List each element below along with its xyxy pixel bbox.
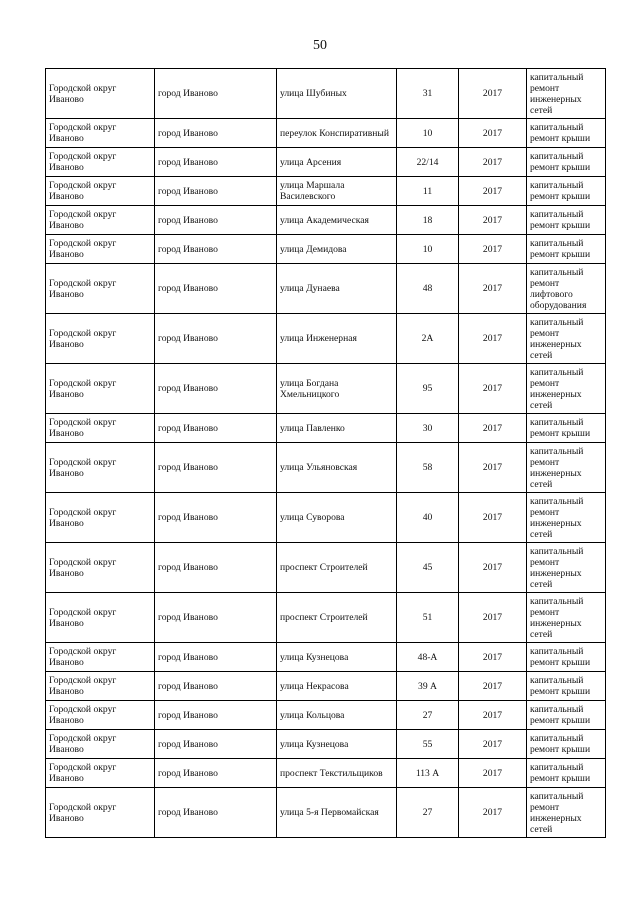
house-number-cell: 95 xyxy=(397,364,459,414)
page-number: 50 xyxy=(313,38,327,53)
municipality-cell: Городской округ Иваново xyxy=(46,701,155,730)
year-cell: 2017 xyxy=(459,788,527,838)
year-cell: 2017 xyxy=(459,759,527,788)
house-number-cell: 45 xyxy=(397,543,459,593)
city-cell: город Иваново xyxy=(155,759,277,788)
housing-repair-table xyxy=(45,68,606,838)
house-number-cell: 10 xyxy=(397,119,459,148)
work-type-cell: капитальный ремонт крыши xyxy=(527,148,606,177)
year-cell: 2017 xyxy=(459,264,527,314)
street-cell: проспект Строителей xyxy=(277,593,397,643)
municipality-cell: Городской округ Иваново xyxy=(46,414,155,443)
city-cell: город Иваново xyxy=(155,235,277,264)
municipality-cell: Городской округ Иваново xyxy=(46,364,155,414)
work-type-cell: капитальный ремонт крыши xyxy=(527,206,606,235)
table-row xyxy=(46,364,606,414)
municipality-cell: Городской округ Иваново xyxy=(46,593,155,643)
work-type-cell: капитальный ремонт инженерных сетей xyxy=(527,593,606,643)
work-type-cell: капитальный ремонт крыши xyxy=(527,414,606,443)
street-cell: улица 5-я Первомайская xyxy=(277,788,397,838)
house-number-cell: 39 А xyxy=(397,672,459,701)
work-type-cell: капитальный ремонт крыши xyxy=(527,235,606,264)
year-cell: 2017 xyxy=(459,177,527,206)
work-type-cell: капитальный ремонт крыши xyxy=(527,730,606,759)
municipality-cell: Городской округ Иваново xyxy=(46,543,155,593)
municipality-cell: Городской округ Иваново xyxy=(46,730,155,759)
table-row xyxy=(46,730,606,759)
municipality-cell: Городской округ Иваново xyxy=(46,643,155,672)
house-number-cell: 113 А xyxy=(397,759,459,788)
table-row xyxy=(46,593,606,643)
table-row xyxy=(46,493,606,543)
street-cell: улица Кольцова xyxy=(277,701,397,730)
municipality-cell: Городской округ Иваново xyxy=(46,788,155,838)
work-type-cell: капитальный ремонт крыши xyxy=(527,701,606,730)
city-cell: город Иваново xyxy=(155,672,277,701)
city-cell: город Иваново xyxy=(155,543,277,593)
year-cell: 2017 xyxy=(459,414,527,443)
table-row xyxy=(46,443,606,493)
work-type-cell: капитальный ремонт инженерных сетей xyxy=(527,443,606,493)
table-row xyxy=(46,672,606,701)
year-cell: 2017 xyxy=(459,543,527,593)
street-cell: улица Кузнецова xyxy=(277,730,397,759)
city-cell: город Иваново xyxy=(155,177,277,206)
year-cell: 2017 xyxy=(459,701,527,730)
table-row xyxy=(46,643,606,672)
year-cell: 2017 xyxy=(459,643,527,672)
street-cell: проспект Строителей xyxy=(277,543,397,593)
city-cell: город Иваново xyxy=(155,730,277,759)
year-cell: 2017 xyxy=(459,443,527,493)
work-type-cell: капитальный ремонт инженерных сетей xyxy=(527,788,606,838)
city-cell: город Иваново xyxy=(155,148,277,177)
work-type-cell: капитальный ремонт лифтового оборудования xyxy=(527,264,606,314)
city-cell: город Иваново xyxy=(155,314,277,364)
work-type-cell: капитальный ремонт крыши xyxy=(527,177,606,206)
work-type-cell: капитальный ремонт инженерных сетей xyxy=(527,69,606,119)
table-row xyxy=(46,148,606,177)
municipality-cell: Городской округ Иваново xyxy=(46,314,155,364)
street-cell: улица Арсения xyxy=(277,148,397,177)
work-type-cell: капитальный ремонт инженерных сетей xyxy=(527,364,606,414)
table-row xyxy=(46,177,606,206)
street-cell: проспект Текстильщиков xyxy=(277,759,397,788)
city-cell: город Иваново xyxy=(155,493,277,543)
municipality-cell: Городской округ Иваново xyxy=(46,759,155,788)
municipality-cell: Городской округ Иваново xyxy=(46,672,155,701)
house-number-cell: 58 xyxy=(397,443,459,493)
street-cell: улица Богдана Хмельницкого xyxy=(277,364,397,414)
table-row xyxy=(46,759,606,788)
street-cell: улица Некрасова xyxy=(277,672,397,701)
table-row xyxy=(46,264,606,314)
street-cell: улица Демидова xyxy=(277,235,397,264)
work-type-cell: капитальный ремонт инженерных сетей xyxy=(527,314,606,364)
municipality-cell: Городской округ Иваново xyxy=(46,148,155,177)
house-number-cell: 30 xyxy=(397,414,459,443)
work-type-cell: капитальный ремонт крыши xyxy=(527,672,606,701)
street-cell: улица Павленко xyxy=(277,414,397,443)
year-cell: 2017 xyxy=(459,672,527,701)
work-type-cell: капитальный ремонт крыши xyxy=(527,759,606,788)
street-cell: улица Кузнецова xyxy=(277,643,397,672)
house-number-cell: 27 xyxy=(397,701,459,730)
year-cell: 2017 xyxy=(459,235,527,264)
city-cell: город Иваново xyxy=(155,593,277,643)
work-type-cell: капитальный ремонт крыши xyxy=(527,643,606,672)
street-cell: улица Инженерная xyxy=(277,314,397,364)
house-number-cell: 51 xyxy=(397,593,459,643)
street-cell: переулок Конспиративный xyxy=(277,119,397,148)
city-cell: город Иваново xyxy=(155,119,277,148)
year-cell: 2017 xyxy=(459,493,527,543)
table-row xyxy=(46,235,606,264)
municipality-cell: Городской округ Иваново xyxy=(46,235,155,264)
table-row xyxy=(46,701,606,730)
street-cell: улица Ульяновская xyxy=(277,443,397,493)
table-row xyxy=(46,69,606,119)
city-cell: город Иваново xyxy=(155,364,277,414)
house-number-cell: 11 xyxy=(397,177,459,206)
street-cell: улица Шубиных xyxy=(277,69,397,119)
house-number-cell: 27 xyxy=(397,788,459,838)
year-cell: 2017 xyxy=(459,593,527,643)
table-row xyxy=(46,119,606,148)
work-type-cell: капитальный ремонт инженерных сетей xyxy=(527,493,606,543)
year-cell: 2017 xyxy=(459,314,527,364)
city-cell: город Иваново xyxy=(155,443,277,493)
year-cell: 2017 xyxy=(459,364,527,414)
house-number-cell: 48 xyxy=(397,264,459,314)
table-row xyxy=(46,788,606,838)
municipality-cell: Городской округ Иваново xyxy=(46,177,155,206)
street-cell: улица Маршала Василевского xyxy=(277,177,397,206)
year-cell: 2017 xyxy=(459,730,527,759)
year-cell: 2017 xyxy=(459,69,527,119)
table-row xyxy=(46,314,606,364)
house-number-cell: 31 xyxy=(397,69,459,119)
city-cell: город Иваново xyxy=(155,206,277,235)
street-cell: улица Академическая xyxy=(277,206,397,235)
municipality-cell: Городской округ Иваново xyxy=(46,69,155,119)
city-cell: город Иваново xyxy=(155,788,277,838)
city-cell: город Иваново xyxy=(155,69,277,119)
house-number-cell: 10 xyxy=(397,235,459,264)
year-cell: 2017 xyxy=(459,148,527,177)
municipality-cell: Городской округ Иваново xyxy=(46,493,155,543)
table-row xyxy=(46,543,606,593)
street-cell: улица Суворова xyxy=(277,493,397,543)
municipality-cell: Городской округ Иваново xyxy=(46,206,155,235)
work-type-cell: капитальный ремонт инженерных сетей xyxy=(527,543,606,593)
house-number-cell: 40 xyxy=(397,493,459,543)
city-cell: город Иваново xyxy=(155,264,277,314)
year-cell: 2017 xyxy=(459,206,527,235)
year-cell: 2017 xyxy=(459,119,527,148)
street-cell: улица Дунаева xyxy=(277,264,397,314)
house-number-cell: 48-А xyxy=(397,643,459,672)
table-row xyxy=(46,414,606,443)
work-type-cell: капитальный ремонт крыши xyxy=(527,119,606,148)
municipality-cell: Городской округ Иваново xyxy=(46,264,155,314)
city-cell: город Иваново xyxy=(155,701,277,730)
city-cell: город Иваново xyxy=(155,643,277,672)
table-row xyxy=(46,206,606,235)
house-number-cell: 55 xyxy=(397,730,459,759)
city-cell: город Иваново xyxy=(155,414,277,443)
municipality-cell: Городской округ Иваново xyxy=(46,119,155,148)
house-number-cell: 2А xyxy=(397,314,459,364)
municipality-cell: Городской округ Иваново xyxy=(46,443,155,493)
house-number-cell: 22/14 xyxy=(397,148,459,177)
house-number-cell: 18 xyxy=(397,206,459,235)
